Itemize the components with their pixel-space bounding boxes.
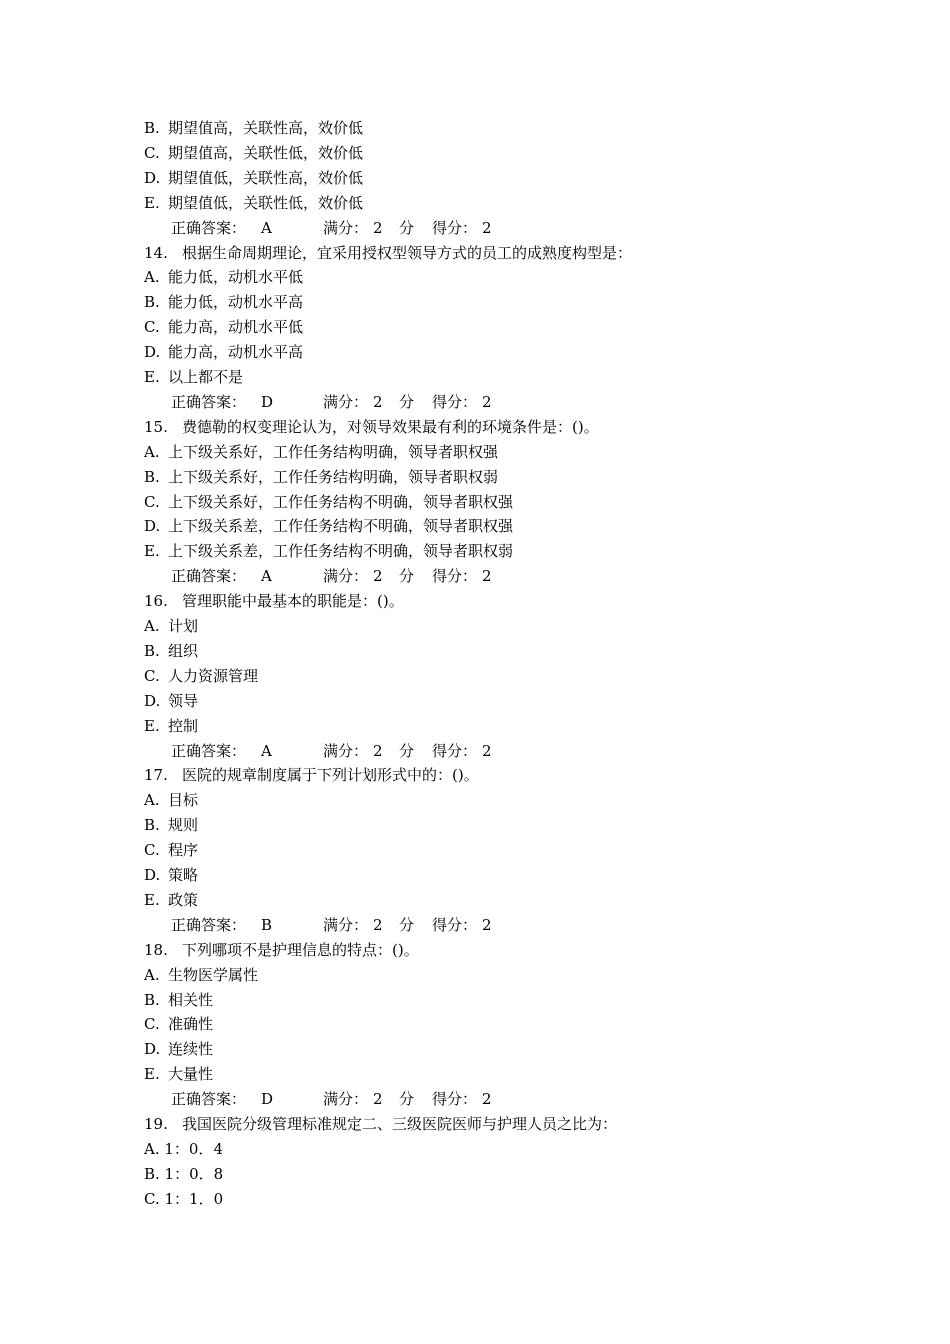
- correct-answer-label: 正确答案：: [171, 218, 247, 237]
- option-text: 期望值高，关联性高，效价低: [168, 119, 364, 137]
- option-letter: C.: [144, 492, 160, 511]
- option-letter: A.: [144, 268, 160, 287]
- full-score-label: 满分：: [323, 1090, 369, 1109]
- full-score-label: 满分：: [323, 741, 369, 760]
- answer-option: [144, 639, 198, 664]
- answer-option: [144, 490, 513, 515]
- option-text: 能力低，动机水平高: [168, 293, 304, 312]
- answer-option: [144, 290, 303, 315]
- full-score-value: 2: [373, 915, 383, 934]
- option-letter: C.: [144, 318, 160, 337]
- earned-score-value: 2: [482, 392, 492, 411]
- question-text: 根据生命周期理论，宜采用授权型领导方式的员工的成熟度构型是：: [182, 243, 633, 262]
- correct-answer-value: A: [261, 567, 272, 586]
- earned-score-label: 得分：: [432, 1090, 478, 1109]
- option-text: 上下级关系差，工作任务结构不明确，领导者职权强: [168, 517, 514, 536]
- answer-option: [144, 539, 513, 564]
- score-unit: 分: [399, 1090, 415, 1109]
- option-text: 人力资源管理: [168, 666, 259, 685]
- full-score-label: 满分：: [323, 915, 369, 934]
- question-text: 费德勒的权变理论认为，对领导效果最有利的环境条件是：()。: [182, 417, 599, 436]
- option-text: 能力高，动机水平高: [168, 343, 304, 362]
- answer-option: [144, 315, 303, 340]
- option-letter: B.: [144, 816, 160, 835]
- correct-answer-label: 正确答案：: [171, 915, 247, 934]
- answer-option: [144, 365, 243, 390]
- correct-answer-value: A: [261, 218, 272, 237]
- option-letter: A.: [144, 791, 160, 810]
- full-score-value: 2: [373, 1090, 383, 1109]
- option-letter: E.: [144, 890, 160, 909]
- option-letter: E.: [144, 542, 160, 561]
- question-number: 15.: [144, 417, 168, 436]
- answer-option: [144, 1037, 213, 1062]
- answer-option: [144, 888, 198, 913]
- option-letter: C.: [144, 841, 160, 860]
- answer-option: [144, 1012, 213, 1037]
- answer-option: [144, 1062, 213, 1087]
- question-text: 医院的规章制度属于下列计划形式中的：()。: [182, 766, 479, 785]
- question-number: 17.: [144, 766, 168, 785]
- correct-answer-value: D: [261, 1090, 274, 1109]
- answer-option: [144, 863, 198, 888]
- question-text: 管理职能中最基本的职能是：()。: [182, 592, 404, 611]
- option-letter: E.: [144, 368, 160, 386]
- answer-option: [144, 465, 498, 490]
- correct-answer-value: B: [261, 915, 273, 934]
- option-text: 准确性: [168, 1015, 214, 1034]
- option-letter: D.: [144, 866, 161, 884]
- answer-option: [144, 191, 363, 216]
- option-text: 以上都不是: [168, 368, 244, 386]
- question-stem: [144, 241, 632, 266]
- option-letter: D.: [144, 691, 161, 710]
- option-text: 控制: [168, 716, 199, 735]
- earned-score-label: 得分：: [432, 218, 478, 237]
- option-letter: E.: [144, 716, 160, 735]
- option-text: 期望值高，关联性低，效价低: [168, 143, 364, 162]
- score-unit: 分: [399, 567, 415, 586]
- option-letter: D.: [144, 1040, 161, 1059]
- earned-score-value: 2: [482, 567, 492, 586]
- option-letter: E.: [144, 1065, 160, 1084]
- option-letter: B.: [144, 119, 160, 137]
- answer-option: A. 1：0．4: [144, 1139, 223, 1158]
- option-text: 期望值低，关联性低，效价低: [168, 193, 364, 212]
- question-number: 19.: [144, 1115, 168, 1133]
- earned-score-value: 2: [482, 1090, 492, 1109]
- earned-score-label: 得分：: [432, 567, 478, 586]
- full-score-value: 2: [373, 392, 383, 411]
- full-score-label: 满分：: [323, 392, 369, 411]
- option-letter: A.: [144, 965, 160, 984]
- option-text: 相关性: [168, 990, 214, 1009]
- answer-option: [144, 788, 198, 813]
- option-text: 上下级关系好，工作任务结构明确，领导者职权强: [168, 442, 499, 461]
- score-unit: 分: [399, 741, 415, 760]
- answer-option: [144, 714, 198, 739]
- answer-option: [144, 166, 363, 191]
- option-letter: D.: [144, 343, 161, 362]
- full-score-value: 2: [373, 741, 383, 760]
- answer-option: [144, 116, 363, 141]
- option-text: 组织: [168, 641, 199, 660]
- correct-answer-label: 正确答案：: [171, 567, 247, 586]
- answer-option: [144, 514, 513, 539]
- option-text: 策略: [168, 866, 199, 884]
- option-letter: B.: [144, 467, 160, 486]
- earned-score-label: 得分：: [432, 392, 478, 411]
- earned-score-label: 得分：: [432, 915, 478, 934]
- option-letter: C.: [144, 666, 160, 685]
- option-letter: B.: [144, 990, 160, 1009]
- score-unit: 分: [399, 218, 415, 237]
- answer-option: [144, 340, 303, 365]
- score-unit: 分: [399, 392, 415, 411]
- earned-score-label: 得分：: [432, 741, 478, 760]
- answer-option: [144, 265, 303, 290]
- correct-answer-label: 正确答案：: [171, 1090, 247, 1109]
- option-letter: A.: [144, 442, 160, 461]
- option-letter: A.: [144, 617, 160, 635]
- option-letter: D.: [144, 168, 161, 187]
- answer-option: [144, 664, 258, 689]
- option-text: 规则: [168, 816, 199, 835]
- answer-option: [144, 440, 498, 465]
- earned-score-value: 2: [482, 218, 492, 237]
- option-text: 程序: [168, 841, 199, 860]
- question-text: 我国医院分级管理标准规定二、三级医院医师与护理人员之比为：: [182, 1115, 618, 1133]
- option-text: 政策: [168, 890, 199, 909]
- full-score-value: 2: [373, 218, 383, 237]
- answer-option: B. 1：0．8: [144, 1164, 224, 1183]
- answer-option: [144, 614, 198, 639]
- option-letter: B.: [144, 293, 160, 312]
- option-text: 能力低，动机水平低: [168, 268, 304, 287]
- option-text: 连续性: [168, 1040, 214, 1059]
- question-text: 下列哪项不是护理信息的特点：()。: [182, 940, 419, 959]
- option-text: 生物医学属性: [168, 965, 259, 984]
- option-text: 上下级关系好，工作任务结构明确，领导者职权弱: [168, 467, 499, 486]
- earned-score-value: 2: [482, 741, 492, 760]
- option-text: 上下级关系差，工作任务结构不明确，领导者职权弱: [168, 542, 514, 561]
- option-letter: B.: [144, 641, 160, 660]
- answer-option: [144, 988, 213, 1013]
- option-letter: E.: [144, 193, 160, 212]
- question-stem: [144, 938, 419, 963]
- question-stem: [144, 1112, 617, 1137]
- option-text: 能力高，动机水平低: [168, 318, 304, 337]
- option-text: 大量性: [168, 1065, 214, 1084]
- option-text: 计划: [168, 617, 199, 635]
- question-number: 18.: [144, 940, 168, 959]
- correct-answer-label: 正确答案：: [171, 741, 247, 760]
- question-number: 14.: [144, 243, 168, 262]
- answer-option: [144, 141, 363, 166]
- option-text: 领导: [168, 691, 199, 710]
- correct-answer-value: A: [261, 741, 272, 760]
- option-letter: C.: [144, 1015, 160, 1034]
- question-stem: [144, 763, 479, 788]
- correct-answer-label: 正确答案：: [171, 392, 247, 411]
- answer-option: [144, 963, 258, 988]
- score-unit: 分: [399, 915, 415, 934]
- question-stem: [144, 415, 599, 440]
- correct-answer-value: D: [261, 392, 274, 411]
- answer-option: C. 1：1．0: [144, 1189, 224, 1208]
- answer-option: [144, 838, 198, 863]
- option-text: 上下级关系好，工作任务结构不明确，领导者职权强: [168, 492, 514, 511]
- option-letter: D.: [144, 517, 161, 536]
- option-letter: C.: [144, 143, 160, 162]
- full-score-label: 满分：: [323, 567, 369, 586]
- earned-score-value: 2: [482, 915, 492, 934]
- option-text: 目标: [168, 791, 199, 810]
- question-stem: [144, 589, 404, 614]
- question-number: 16.: [144, 592, 168, 611]
- answer-option: [144, 689, 198, 714]
- full-score-label: 满分：: [323, 218, 369, 237]
- answer-option: [144, 813, 198, 838]
- full-score-value: 2: [373, 567, 383, 586]
- option-text: 期望值低，关联性高，效价低: [168, 168, 364, 187]
